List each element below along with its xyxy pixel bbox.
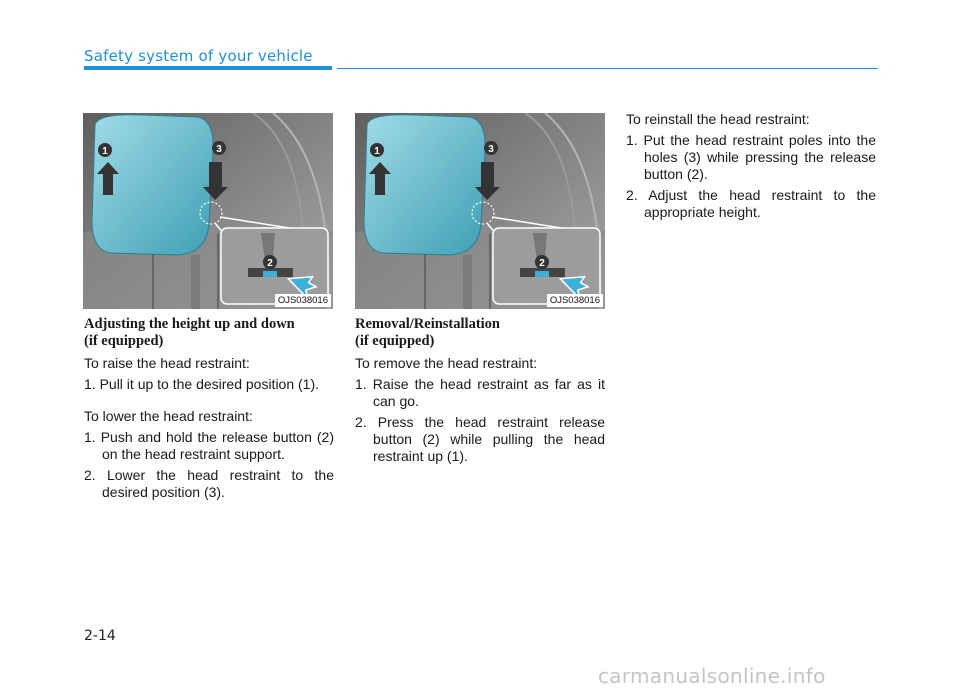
- svg-text:1: 1: [374, 146, 380, 157]
- svg-text:3: 3: [488, 144, 494, 155]
- watermark: carmanualsonline.info: [598, 664, 826, 688]
- reinstall-steps: [626, 132, 876, 221]
- svg-text:3: 3: [216, 144, 222, 155]
- head-restraint-illustration-1: [83, 113, 333, 309]
- heading-line: (if equipped): [355, 333, 435, 349]
- header-rule-thick: [84, 66, 332, 70]
- figure-code: OJS038016: [547, 294, 603, 307]
- section-removal-reinstallation: [355, 316, 605, 480]
- step-item: 1. Push and hold the release button (2) on the head restraint support.: [84, 429, 334, 462]
- section-header-title: Safety system of your vehicle: [84, 47, 313, 65]
- callout-1: [98, 143, 112, 157]
- section-adjust-height: [84, 316, 334, 516]
- step-item: 1. Put the head restraint poles into the holes (3) while pressing the release button (2).: [626, 132, 876, 182]
- lower-intro: To lower the head restraint:: [84, 408, 253, 424]
- heading-line: Removal/Reinstallation: [355, 316, 500, 332]
- section-heading: [355, 316, 605, 350]
- reinstall-intro: To reinstall the head restraint:: [626, 111, 810, 127]
- head-restraint-illustration-2: [355, 113, 605, 309]
- step-item: 1. Raise the head restraint as far as it can go.: [355, 376, 605, 409]
- section-heading: [84, 316, 334, 350]
- callout-2: [263, 255, 277, 269]
- section-reinstall: [626, 111, 876, 236]
- step-item: 2. Adjust the head restraint to the appropriate height.: [626, 187, 876, 220]
- step-item: 1. Pull it up to the desired position (1).: [84, 376, 320, 392]
- callout-1: [370, 143, 384, 157]
- svg-text:2: 2: [267, 258, 273, 269]
- callout-2: [535, 255, 549, 269]
- svg-text:1: 1: [102, 146, 108, 157]
- heading-line: (if equipped): [84, 333, 164, 349]
- page-number: 2-14: [84, 628, 116, 644]
- callout-3: [484, 141, 498, 155]
- remove-intro: To remove the head restraint:: [355, 355, 538, 371]
- raise-intro: To raise the head restraint:: [84, 355, 250, 371]
- figure-code: OJS038016: [275, 294, 331, 307]
- header-rule-thin: [337, 68, 878, 69]
- svg-text:2: 2: [539, 258, 545, 269]
- remove-steps: [355, 376, 605, 465]
- step-item: 2. Lower the head restraint to the desired position (3).: [84, 467, 334, 500]
- callout-3: [212, 141, 226, 155]
- raise-steps: [84, 376, 334, 393]
- step-item: 2. Press the head restraint release button (2) while pulling the head restraint up (1).: [355, 414, 605, 464]
- heading-line: Adjusting the height up and down: [84, 316, 295, 332]
- lower-steps: [84, 429, 334, 501]
